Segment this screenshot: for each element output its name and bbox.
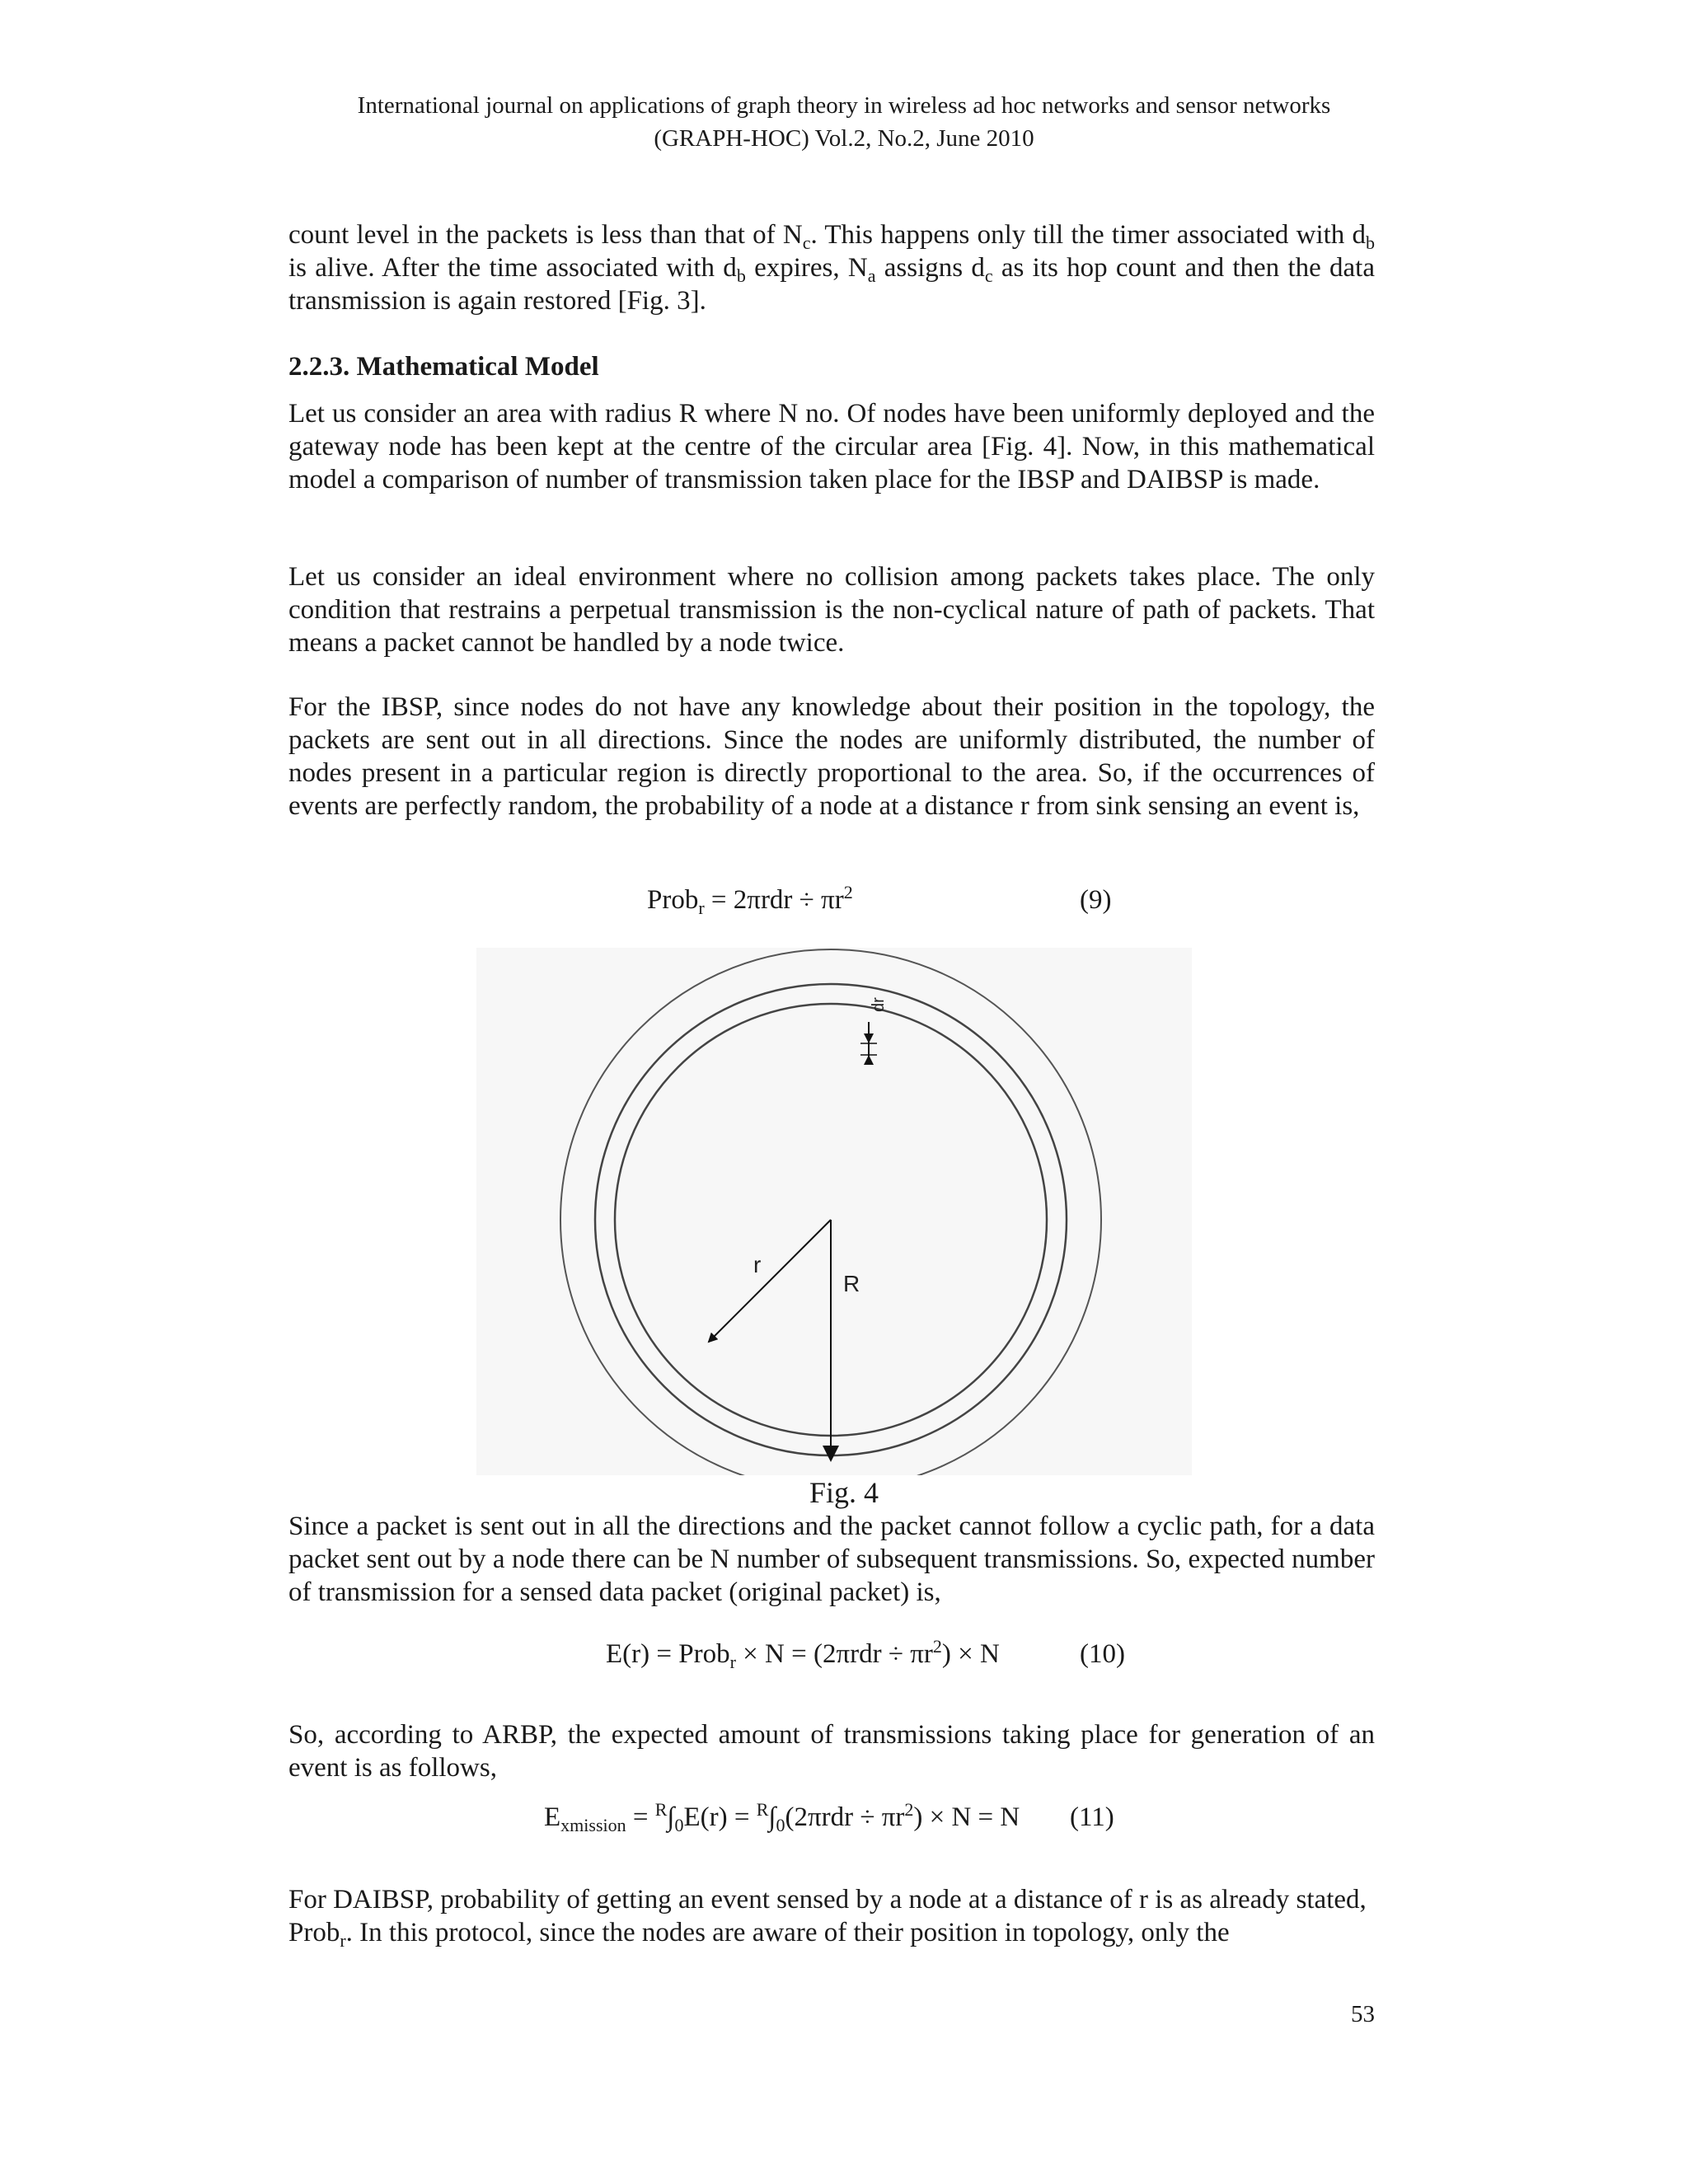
journal-header <box>0 89 1688 155</box>
dr-top-arrowhead <box>864 1033 874 1043</box>
equation-11 <box>544 1801 1020 1834</box>
intro-text-1: count level in the packets is less than that of N <box>288 220 803 250</box>
eq10-part-b: × N = (2πrdr ÷ πr <box>735 1639 933 1669</box>
eq10-part-c: ) × N <box>941 1639 1000 1669</box>
paragraph-ideal-text: Let us consider an ideal environment where no collision among packets takes place. The only condition that restrains a perpetual transmission is the non-cyclical nature of path of packets. That means a packet cannot be handled by a node twice. <box>288 562 1375 658</box>
integral-sign: ∫ <box>768 1802 776 1832</box>
subscript: xmission <box>560 1815 626 1835</box>
radius-r-line <box>709 1220 831 1342</box>
concentric-circles-diagram <box>476 948 1192 1475</box>
paragraph-model-text: Let us consider an area with radius R where N no. Of nodes have been uniformly deployed and the gateway node has been kept at the centre of the circular area [Fig. 4]. Now, in this mathematical model a comparison of number of transmission taken place for the IBSP and DAIBSP is made. <box>288 399 1375 494</box>
paragraph-ibsp <box>288 691 1375 823</box>
intro-paragraph <box>288 218 1375 317</box>
subscript: c <box>984 265 993 286</box>
paragraph-arbp-text: So, according to ARBP, the expected amount of transmissions taking place for generation of an event is as follows, <box>288 1720 1375 1783</box>
paragraph-ibsp-text: For the IBSP, since nodes do not have any knowledge about their position in the topology, the packets are sent out in all directions. Since the nodes are uniformly distributed, the number of nodes present in a particular region is directly proportional to the area. So, if the occurrences of events are perfectly random, the probability of a node at a distance r from sink sensing an event is, <box>288 692 1375 821</box>
dr-bottom-arrowhead <box>864 1055 874 1065</box>
paragraph-daibsp-text-a: For DAIBSP, probability of getting an event sensed by a node at a distance of r is as already stated, Prob <box>288 1885 1367 1947</box>
subscript: b <box>1366 232 1375 253</box>
eq9-lhs: Prob <box>647 885 699 915</box>
equation-10-number: (10) <box>1080 1639 1125 1669</box>
label-r: r <box>753 1252 762 1277</box>
figure-4 <box>476 948 1192 1475</box>
superscript: R <box>756 1799 769 1820</box>
intro-text-3: is alive. After the time associated with d <box>288 253 737 283</box>
subscript: 0 <box>776 1815 785 1835</box>
paragraph-ideal <box>288 560 1375 659</box>
intro-text-2: . This happens only till the timer associated with d <box>810 220 1366 250</box>
journal-header-line1: International journal on applications of graph theory in wireless ad hoc networks and sensor networks <box>357 92 1331 119</box>
paragraph-daibsp-text-b: . In this protocol, since the nodes are aware of their position in topology, only the <box>345 1918 1230 1947</box>
eq9-rhs: = 2πrdr ÷ πr <box>704 885 844 915</box>
paragraph-transmissions <box>288 1510 1375 1609</box>
paragraph-daibsp <box>288 1883 1375 1949</box>
subscript: 0 <box>674 1815 684 1835</box>
journal-header-line2: (GRAPH-HOC) Vol.2, No.2, June 2010 <box>654 125 1034 152</box>
eq10-part-a: E(r) = Prob <box>606 1639 730 1669</box>
intro-text-6: as its hop count and then the data transmission is again restored [Fig. 3]. <box>288 253 1375 316</box>
paragraph-transmissions-text: Since a packet is sent out in all the directions and the packet cannot follow a cyclic path, for a data packet sent out by a node there can be N number of subsequent transmissions. So, expected number of transmission for a sensed data packet (original packet) is, <box>288 1511 1375 1607</box>
superscript: 2 <box>904 1799 914 1820</box>
equation-10 <box>606 1638 1000 1671</box>
eq11-part-f: (2πrdr ÷ πr <box>785 1802 905 1832</box>
subscript: a <box>867 265 876 286</box>
label-R: R <box>843 1271 860 1296</box>
intro-text-4: expires, N <box>745 253 868 283</box>
eq11-part-g: ) × N = N <box>913 1802 1020 1832</box>
subscript: r <box>698 898 705 918</box>
page-number: 53 <box>1351 2001 1375 2027</box>
figure-caption: Fig. 4 <box>809 1476 879 1509</box>
equation-9 <box>647 883 853 916</box>
equation-9-number: (9) <box>1080 885 1112 915</box>
superscript: 2 <box>843 882 853 902</box>
label-dr: dr <box>870 997 888 1012</box>
subscript: c <box>802 232 811 253</box>
eq11-part-a: E <box>544 1802 561 1832</box>
subscript: b <box>736 265 746 286</box>
eq11-part-b: = <box>626 1802 655 1832</box>
subscript: r <box>340 1930 346 1951</box>
paragraph-model <box>288 397 1375 496</box>
superscript: 2 <box>932 1636 942 1657</box>
intro-text-5: assigns d <box>875 253 985 283</box>
paragraph-arbp <box>288 1718 1375 1784</box>
eq11-part-d: E(r) = <box>683 1802 757 1832</box>
section-heading: 2.2.3. Mathematical Model <box>288 352 599 382</box>
radius-R-arrowhead <box>823 1446 839 1462</box>
superscript: R <box>654 1799 668 1820</box>
equation-11-number: (11) <box>1070 1802 1114 1832</box>
integral-sign: ∫ <box>667 1802 675 1832</box>
subscript: r <box>729 1652 736 1672</box>
